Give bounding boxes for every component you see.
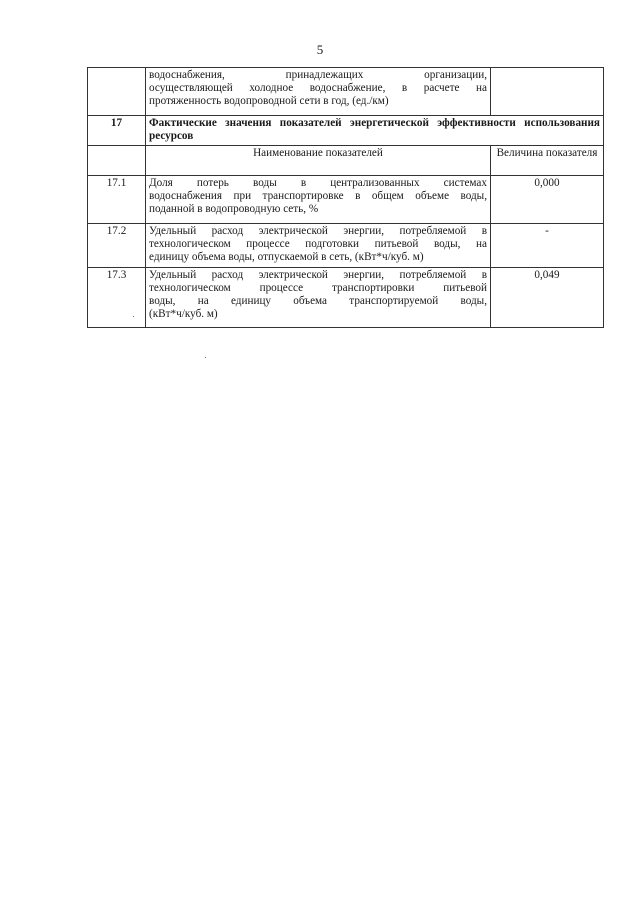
text-line: технологическом процессе транспортировки питьевой	[149, 282, 487, 294]
section-number: 17	[88, 116, 146, 146]
text-line: водоснабжения при транспортировке в общем объеме воды,	[149, 190, 487, 202]
table-row-continuation	[88, 68, 604, 116]
row-number: 17.1	[88, 176, 146, 224]
table-row	[88, 268, 604, 328]
row-number: 17.2	[88, 224, 146, 268]
table-header-row	[88, 146, 604, 176]
row-value: 0,049	[491, 268, 604, 328]
text-line: водоснабжения, принадлежащих организации,	[149, 69, 487, 81]
row-name-cell	[146, 268, 491, 328]
text-line: Удельный расход электрической энергии, потребляемой в	[149, 225, 487, 237]
row-value-cell	[491, 68, 604, 116]
row-name-cell	[146, 176, 491, 224]
row-value: 0,000	[491, 176, 604, 224]
page-number: 5	[316, 42, 324, 57]
section-title: Фактические значения показателей энергетической эффективности использования ресурсов	[146, 116, 604, 146]
text-line: Доля потерь воды в централизованных системах	[149, 177, 487, 189]
row-number-cell	[88, 68, 146, 116]
table-row-section	[88, 116, 604, 146]
text-line: осуществляющей холодное водоснабжение, в расчете на	[149, 82, 487, 94]
table-row	[88, 176, 604, 224]
table-row	[88, 224, 604, 268]
header-number-cell	[88, 146, 146, 176]
indicators-table	[87, 67, 604, 328]
header-name: Наименование показателей	[146, 146, 491, 176]
row-name-cell	[146, 68, 491, 116]
scan-speck	[205, 357, 206, 358]
text-line: поданной в водопроводную сеть, %	[149, 203, 319, 215]
text-line: (кВт*ч/куб. м)	[149, 308, 218, 320]
text-line: единицу объема воды, отпускаемой в сеть, (кВт*ч/куб. м)	[149, 251, 424, 263]
text-line: протяженность водопроводной сети в год, (ед./км)	[149, 95, 389, 107]
text-line: воды, на единицу объема транспортируемой воды,	[149, 295, 487, 307]
text-line: Удельный расход электрической энергии, потребляемой в	[149, 269, 487, 281]
text-line: технологическом процессе подготовки питьевой воды, на	[149, 238, 487, 250]
row-value: -	[491, 224, 604, 268]
header-value: Величина показателя	[491, 146, 604, 176]
row-name-cell	[146, 224, 491, 268]
scan-speck	[133, 316, 134, 317]
row-number: 17.3	[88, 268, 146, 328]
